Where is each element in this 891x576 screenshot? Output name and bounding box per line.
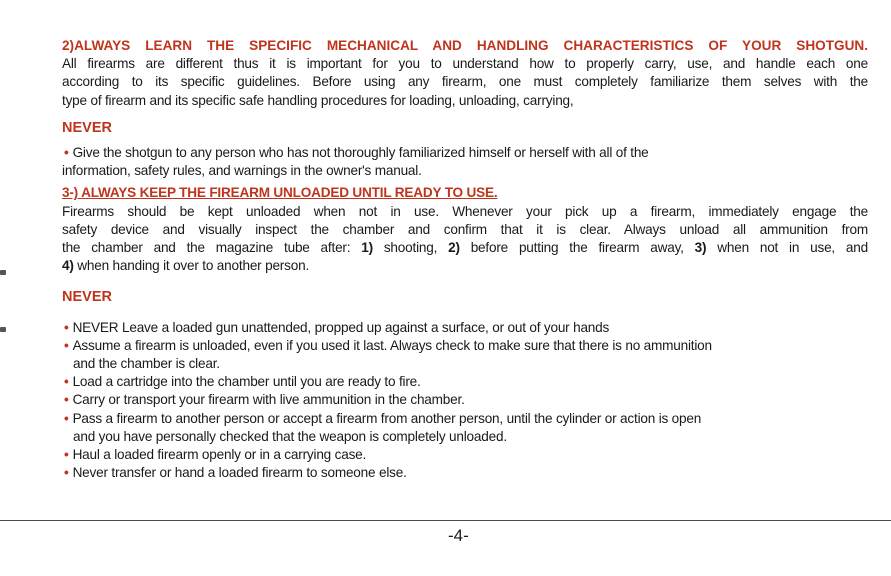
bullet-text: Pass a firearm to another person or accept a firearm from another person, until the cylinder or action is open xyxy=(72,410,702,426)
bullet-line xyxy=(62,410,868,428)
list-item xyxy=(62,446,868,464)
paragraph-line xyxy=(62,239,868,257)
paragraph-line: safety device and visually inspect the chamber and confirm that it is clear. Always unload all ammunition from xyxy=(62,221,868,237)
list-item xyxy=(62,319,868,337)
bullet-text-continued: and the chamber is clear. xyxy=(73,356,220,372)
scan-edge-mark xyxy=(0,327,6,332)
bullet-line xyxy=(62,319,868,337)
list-item xyxy=(62,337,868,373)
bullet-text: Assume a firearm is unloaded, even if you used it last. Always check to make sure that there is no ammunition xyxy=(72,337,712,353)
page-content xyxy=(62,37,868,482)
list-number: 4) xyxy=(62,258,74,274)
bullet-text-continued: information, safety rules, and warnings in the owner's manual. xyxy=(62,163,422,179)
line-text: when handing it over to another person. xyxy=(73,258,310,274)
paragraph-line: type of firearm and its specific safe handling procedures for loading, unloading, carrying, xyxy=(62,92,574,108)
bullet-dot: • xyxy=(64,392,69,408)
section-3-heading: 3-) ALWAYS KEEP THE FIREARM UNLOADED UNTIL READY TO USE. xyxy=(62,185,498,201)
section-2-heading: 2)ALWAYS LEARN THE SPECIFIC MECHANICAL AND HANDLING CHARACTERISTICS OF YOUR SHOTGUN. xyxy=(62,38,868,53)
list-item xyxy=(62,391,868,409)
paragraph-line: All firearms are different thus it is important for you to understand how to properly carry, use, and handle each one xyxy=(62,56,868,72)
section-3-bullet-list xyxy=(62,319,868,483)
section-3-paragraph xyxy=(62,203,868,276)
bullet-text: Never transfer or hand a loaded firearm to someone else. xyxy=(72,465,407,481)
bullet-line xyxy=(62,144,868,162)
section-2-bullet xyxy=(62,144,868,180)
list-item xyxy=(62,410,868,446)
paragraph-line: according to its specific guidelines. Before using any firearm, one must completely familiarize them selves with the xyxy=(62,74,868,90)
paragraph-line xyxy=(62,257,868,275)
bullet-dot: • xyxy=(64,145,69,161)
line-text: the chamber and the magazine tube after: xyxy=(62,240,362,256)
line-text: before putting the firearm away, xyxy=(459,240,695,256)
bullet-dot: • xyxy=(64,447,69,463)
bullet-dot: • xyxy=(64,337,69,353)
section-2-never-label: NEVER xyxy=(62,119,112,136)
list-item xyxy=(62,464,868,482)
section-3-never-label: NEVER xyxy=(62,289,112,306)
list-number: 2) xyxy=(448,240,460,256)
bullet-dot: • xyxy=(64,465,69,481)
bullet-text: Give the shotgun to any person who has not thoroughly familiarized himself or herself with all of the xyxy=(72,145,649,161)
list-number: 3) xyxy=(694,240,707,256)
list-item xyxy=(62,373,868,391)
bullet-text: Carry or transport your firearm with live ammunition in the chamber. xyxy=(72,392,465,408)
section-2-paragraph xyxy=(62,55,868,110)
bullet-dot: • xyxy=(64,410,69,426)
bullet-line xyxy=(62,391,868,409)
list-number: 1) xyxy=(361,240,373,256)
bullet-text-continued: and you have personally checked that the weapon is completely unloaded. xyxy=(73,428,507,444)
footer-divider xyxy=(0,520,891,521)
bullet-line xyxy=(62,464,868,482)
bullet-text: Load a cartridge into the chamber until you are ready to fire. xyxy=(72,374,421,390)
bullet-line xyxy=(62,373,868,391)
page-number: -4- xyxy=(448,526,469,545)
bullet-line xyxy=(62,337,868,355)
line-text: shooting, xyxy=(372,240,449,256)
bullet-text: Haul a loaded firearm openly or in a carrying case. xyxy=(72,447,367,463)
bullet-text: NEVER Leave a loaded gun unattended, propped up against a surface, or out of your hands xyxy=(72,319,610,335)
bullet-dot: • xyxy=(64,374,69,390)
bullet-line xyxy=(62,446,868,464)
scan-edge-mark xyxy=(0,270,6,275)
line-text: when not in use, and xyxy=(706,240,868,256)
paragraph-line: Firearms should be kept unloaded when not in use. Whenever your pick up a firearm, immediately engage the xyxy=(62,203,868,219)
bullet-dot: • xyxy=(64,319,69,335)
